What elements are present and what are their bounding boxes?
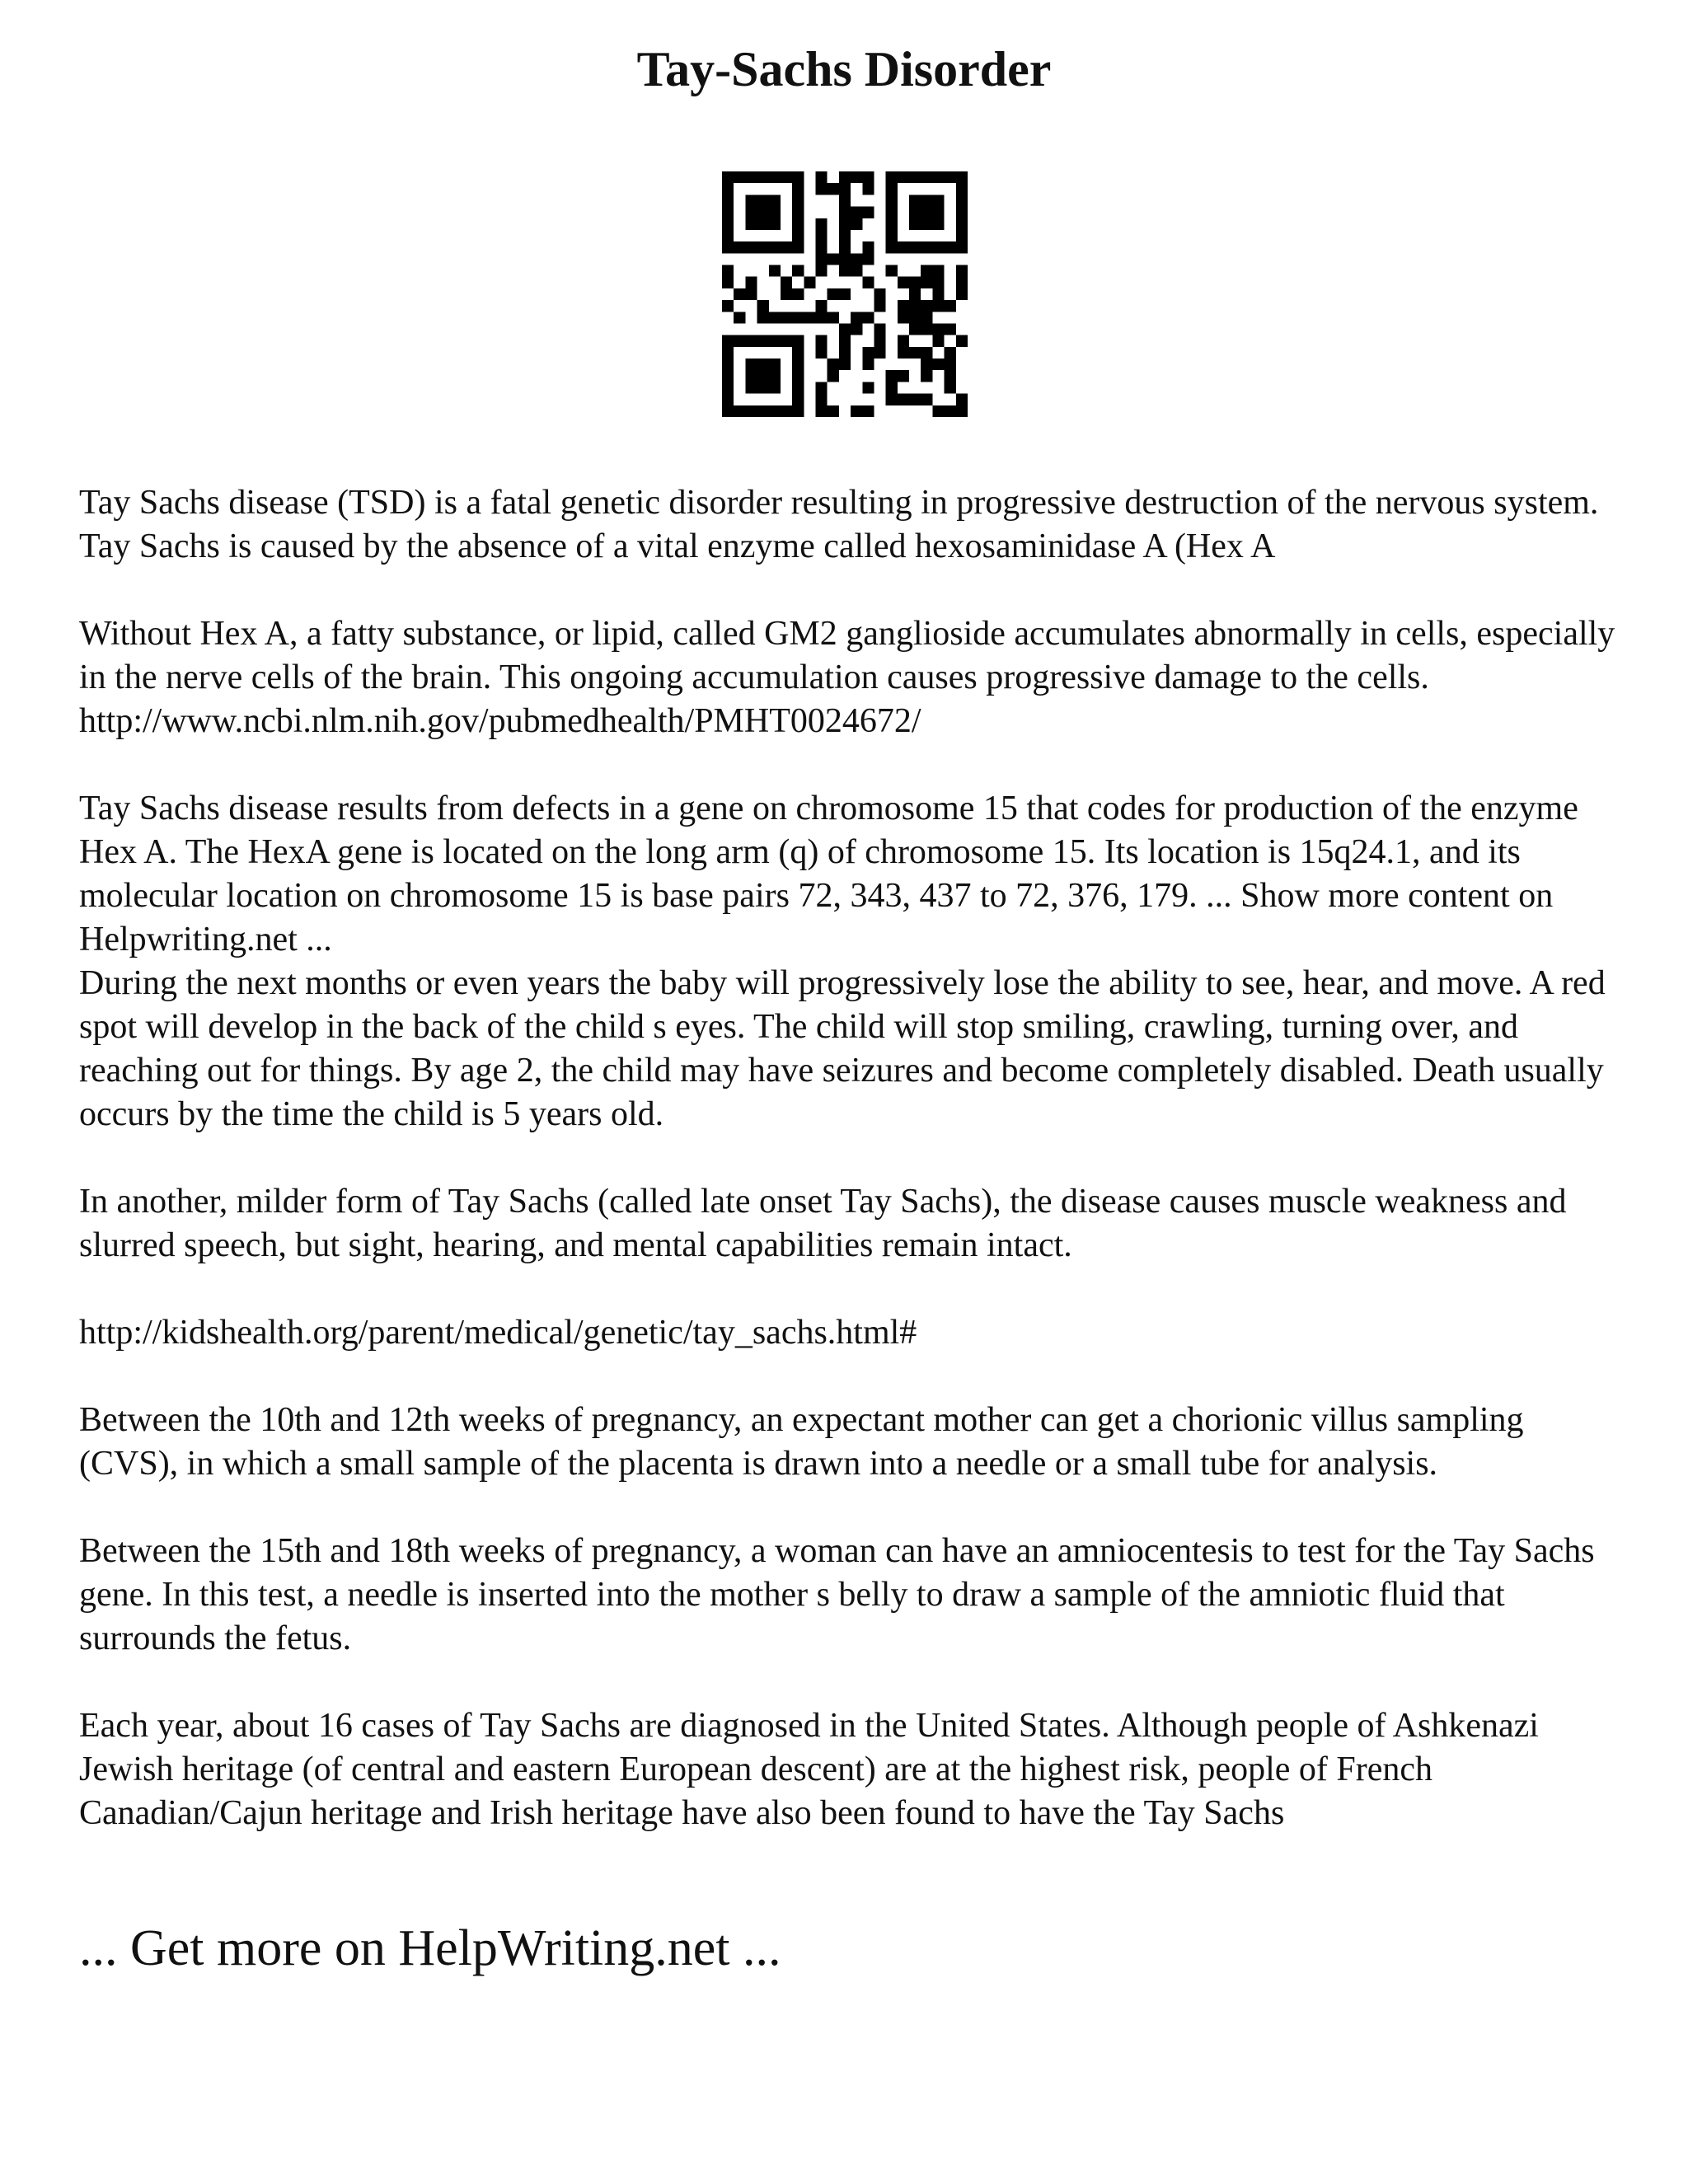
document-body xyxy=(79,481,1629,1835)
paragraph: During the next months or even years the baby will progressively lose the ability to see, hear, and move. A red spot will develop in the back of the child s eyes. The child will stop smiling, crawling, turning over, and reaching out for things. By age 2, the child may have seizures and become completely disabled. Death usually occurs by the time the child is 5 years old. xyxy=(79,964,1606,1133)
page-title: Tay-Sachs Disorder xyxy=(636,42,1052,96)
paragraph: Between the 10th and 12th weeks of pregnancy, an expectant mother can get a chorionic villus sampling (CVS), in which a small sample of the placenta is drawn into a needle or a small tube for analysis. xyxy=(79,1401,1524,1483)
paragraph: Each year, about 16 cases of Tay Sachs are diagnosed in the United States. Although people of Ashkenazi Jewish heritage (of central and eastern European descent) are at the highest risk, people of French Canadian/Cajun heritage and Irish heritage have also been found to have the Tay Sachs xyxy=(79,1707,1539,1832)
source-link: http://kidshealth.org/parent/medical/genetic/tay_sachs.html# xyxy=(79,1314,917,1352)
paragraph: Tay Sachs disease (TSD) is a fatal genetic disorder resulting in progressive destruction of the nervous system. Tay Sachs is caused by the absence of a vital enzyme called hexosaminidase A (Hex A xyxy=(79,484,1599,565)
paragraph: Between the 15th and 18th weeks of pregnancy, a woman can have an amniocentesis to test for the Tay Sachs gene. In this test, a needle is inserted into the mother s belly to draw a sample of the amniotic fluid that surrounds the fetus. xyxy=(79,1532,1595,1657)
paragraph: In another, milder form of Tay Sachs (called late onset Tay Sachs), the disease causes muscle weakness and slurred speech, but sight, hearing, and mental capabilities remain intact. xyxy=(79,1183,1567,1264)
paragraph: Without Hex A, a fatty substance, or lipid, called GM2 ganglioside accumulates abnormally in cells, especially in the nerve cells of the brain. This ongoing accumulation causes progressive damage to the cells. http://www.ncbi.nlm.nih.gov/pubmedhealth/PMHT0024672/ xyxy=(79,615,1615,740)
qr-code-icon xyxy=(722,171,968,417)
footer-link[interactable]: ... Get more on HelpWriting.net ... xyxy=(79,1920,781,1976)
paragraph: Tay Sachs disease results from defects in a gene on chromosome 15 that codes for production of the enzyme Hex A. The HexA gene is located on the long arm (q) of chromosome 15. Its location is 15q24.1, and its molecular location on chromosome 15 is base pairs 72, 343, 437 to 72, 376, 179. ... Show more content on Helpwriting.net ... xyxy=(79,790,1578,958)
